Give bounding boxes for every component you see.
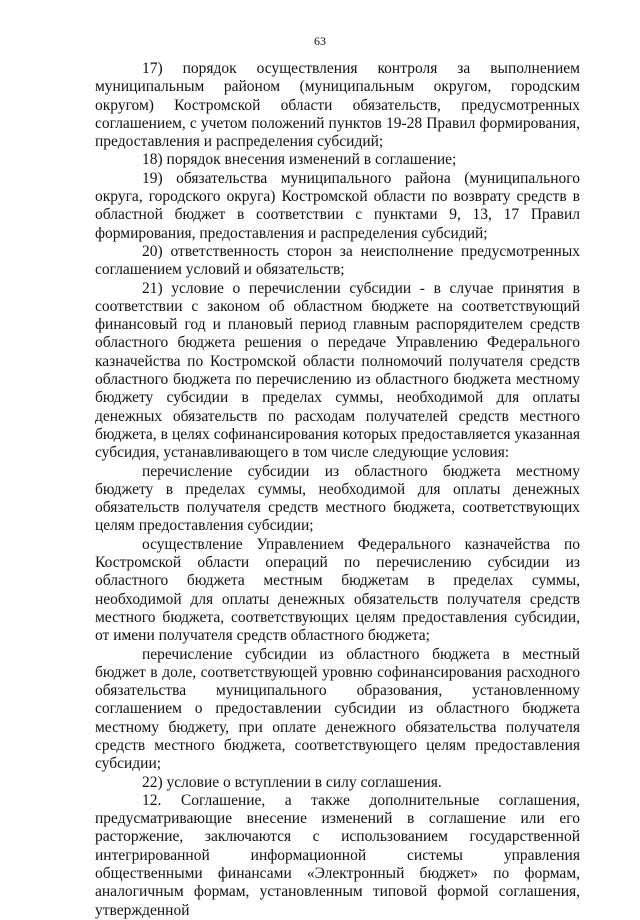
- page-number: 63: [314, 34, 326, 48]
- paragraph-item-18: 18) порядок внесения изменений в соглашение;: [142, 151, 457, 169]
- paragraph-condition-3: перечисление субсидии из областного бюджета в местный бюджет в доле, соответствующей уровню софинансирования расходного обязательства муниципального образования, установленному соглашением о предоставлении субсидии из областного бюджета местному бюджету, при оплате денежного обязательства получателя средств местного бюджета, соответствующего целям предоставления субсидии;: [95, 645, 580, 773]
- paragraph-item-20: 20) ответственность сторон за неисполнение предусмотренных соглашением условий и обязательств;: [95, 242, 580, 279]
- paragraph-item-21: 21) условие о перечислении субсидии - в случае принятия в соответствии с законом об областном бюджете на соответствующий финансовый год и плановый период главным распорядителем средств областного бюджета решения о передаче Управлению Федерального казначейства по Костромской области полномочий получателя средств областного бюджета по перечислению из областного бюджета местному бюджету субсидии в пределах суммы, необходимой для оплаты денежных обязательств по расходам получателей средств местного бюджета, в целях софинансирования которых предоставляется указанная субсидия, устанавливающего в том числе следующие условия:: [95, 279, 580, 462]
- paragraph-item-22: 22) условие о вступлении в силу соглашения.: [142, 773, 442, 791]
- paragraph-condition-1: перечисление субсидии из областного бюджета местному бюджету в пределах суммы, необходимой для оплаты денежных обязательств получателя средств местного бюджета, соответствующих целям предоставления субсидии;: [95, 462, 580, 535]
- paragraph-item-19: 19) обязательства муниципального района (муниципального округа, городского округа) Костромской области по возврату средств в областной бюджет в соответствии с пунктами 9, 13, 17 Правил формирования, предоставления и распределения субсидий;: [95, 169, 580, 242]
- paragraph-condition-2: осуществление Управлением Федерального казначейства по Костромской области операций по перечислению субсидии из областного бюджета местным бюджетам в пределах суммы, необходимой для оплаты денежных обязательств получателя средств местного бюджета, соответствующих целям предоставления субсидии, от имени получателя средств областного бюджета;: [95, 535, 580, 645]
- document-body: [95, 60, 580, 920]
- paragraph-item-17: 17) порядок осуществления контроля за выполнением муниципальным районом (муниципальным округом, городским округом) Костромской области обязательств, предусмотренных соглашением, с учетом положений пунктов 19-28 Правил формирования, предоставления и распределения субсидий;: [95, 60, 580, 151]
- paragraph-section-12: 12. Соглашение, а также дополнительные соглашения, предусматривающие внесение изменений в соглашение или его расторжение, заключаются с использованием государственной интегрированной информационной системы управления общественными финансами «Электронный бюджет» по формам, аналогичным формам, установленным типовой формой соглашения, утвержденной: [95, 791, 580, 919]
